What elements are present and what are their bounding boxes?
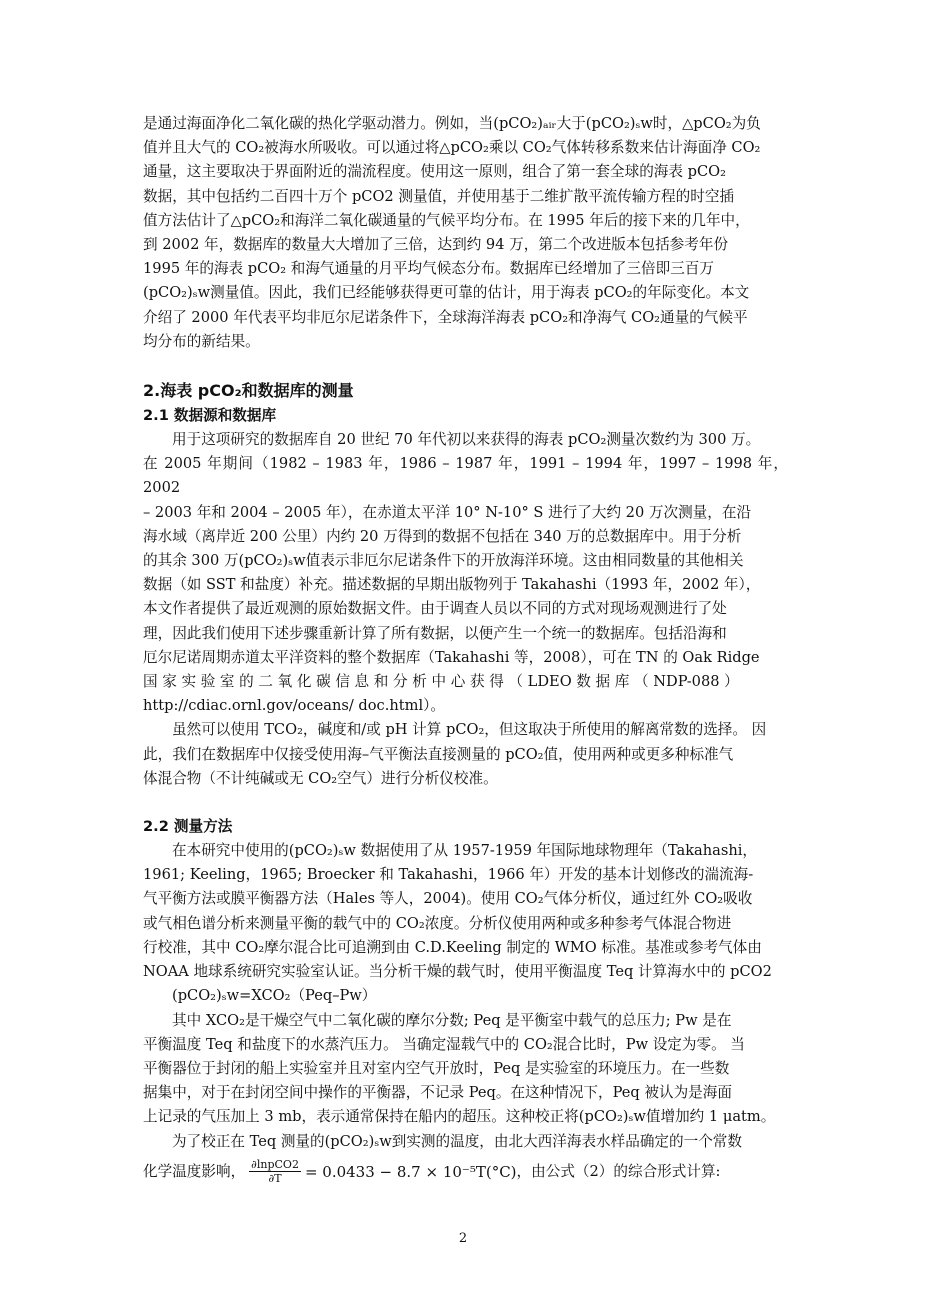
text-line: 本文作者提供了最近观测的原始数据文件。由于调查人员以不同的方式对现场观测进行了处 (143, 600, 727, 618)
page-number: 2 (458, 1231, 468, 1246)
text-line: 为了校正在 Teq 测量的(pCO₂)ₛw到实测的温度，由北大西洋海表水样品确定的一个常数 (172, 1132, 742, 1150)
text-line: 气平衡方法或膜平衡器方法（Hales 等人，2004)。使用 CO₂气体分析仪，通过红外 CO₂吸收 (143, 890, 753, 908)
text-line: 海水域（离岸近 200 公里）内约 20 万得到的数据不包括在 340 万的总数据库中。用于分析 (143, 527, 742, 545)
text-line: 数据（如 SST 和盐度）补充。描述数据的早期出版物列于 Takahashi（1993 年，2002 年）， (143, 576, 761, 594)
calibration-paragraph (143, 718, 788, 791)
text-line: 此，我们在数据库中仅接受使用海–气平衡法直接测量的 pCO₂值，使用两种或更多种标准气 (143, 745, 734, 763)
text-line: 上记录的气压加上 3 mb，表示通常保持在船内的超压。这种校正将(pCO₂)ₛw值增加约 1 μatm。 (143, 1108, 776, 1126)
data-source-paragraph (143, 428, 788, 718)
text-line: 用于这项研究的数据库自 20 世纪 70 年代初以来获得的海表 pCO₂测量次数约为 300 万。 (172, 431, 761, 449)
text-line: 平衡器位于封闭的船上实验室并且对室内空气开放时，Peq 是实验室的环境压力。在一些数 (143, 1059, 730, 1077)
text-span: ，由公式（2）的综合形式计算: (516, 1162, 721, 1180)
text-line: 是通过海面净化二氧化碳的热化学驱动潜力。例如，当(pCO₂)ₐᵢᵣ大于(pCO₂)ₛw时，△pCO₂为负 (143, 115, 761, 132)
subsection-heading: 2.1 数据源和数据库 (143, 407, 277, 425)
pressure-paragraph (143, 1009, 788, 1130)
text-line: 值并且大气的 CO₂被海水所吸收。可以通过将△pCO₂乘以 CO₂气体转移系数来估计海面净 CO₂ (143, 139, 761, 157)
text-line: 数据，其中包括约二百四十万个 pCO2 测量值，并使用基于二维扩散平流传输方程的时空插 (143, 187, 735, 205)
fraction-numerator: ∂lnpCO2 (251, 1158, 299, 1172)
intro-paragraph (143, 112, 788, 354)
text-line: 在本研究中使用的(pCO₂)ₛw 数据使用了从 1957-1959 年国际地球物理年（Takahashi， (172, 842, 757, 860)
subsection-heading: 2.2 测量方法 (143, 818, 233, 836)
fraction-denominator: ∂T (268, 1172, 282, 1186)
temperature-paragraph (143, 1130, 788, 1186)
partial-derivative-fraction (249, 1158, 301, 1185)
text-line: 到 2002 年，数据库的数量大大增加了三倍，达到约 94 万，第二个改进版本包括参考年份 (143, 236, 729, 254)
text-line: (pCO₂)ₛw测量值。因此，我们已经能够获得更可靠的估计，用于海表 pCO₂的年际变化。本文 (143, 284, 750, 302)
text-line: 其中 XCO₂是干燥空气中二氧化碳的摩尔分数; Peq 是平衡室中载气的总压力; Pw 是在 (172, 1011, 732, 1029)
text-line: 1995 年的海表 pCO₂ 和海气通量的月平均气候态分布。数据库已经增加了三倍即三百万 (143, 260, 714, 278)
text-line: 据集中，对于在封闭空间中操作的平衡器，不记录 Peq。在这种情况下，Peq 被认为是海面 (143, 1084, 732, 1102)
text-line: 国 家 实 验 室 的 二 氧 化 碳 信 息 和 分 析 中 心 获 得 （ LDEO 数 据 库 （ NDP-088 ） (143, 673, 739, 691)
method-paragraph (143, 839, 788, 984)
url-line: http://cdiac.ornl.gov/oceans/ doc.html）。 (143, 697, 446, 715)
text-line: 均分布的新结果。 (143, 332, 260, 350)
text-line: 体混合物（不计纯碱或无 CO₂空气）进行分析仪校准。 (143, 769, 498, 787)
text-line: 平衡温度 Teq 和盐度下的水蒸汽压力。 当确定湿载气中的 CO₂混合比时，Pw 设定为零。 当 (143, 1035, 745, 1053)
page-body (143, 112, 788, 1186)
text-line: 值方法估计了△pCO₂和海洋二氧化碳通量的气候平均分布。在 1995 年后的接下来的几年中， (143, 211, 750, 229)
text-line: 1961; Keeling，1965; Broecker 和 Takahashi，1966 年）开发的基本计划修改的湍流海- (143, 866, 754, 884)
text-line: 通量，这主要取决于界面附近的湍流程度。使用这一原则，组合了第一套全球的海表 pCO₂ (143, 163, 726, 181)
text-line: – 2003 年和 2004 – 2005 年），在赤道太平洋 10° N-10° S 进行了大约 20 万次测量，在沿 (143, 503, 752, 521)
temperature-formula-line (143, 1158, 788, 1186)
formula-rhs: = 0.0433 − 8.7 × 10⁻⁵T(°C) (304, 1162, 517, 1181)
text-line: 在 2005 年期间（1982 – 1983 年，1986 – 1987 年，1991 – 1994 年，1997 – 1998 年，2002 (143, 455, 788, 497)
text-line: 或气相色谱分析来测量平衡的载气中的 CO₂浓度。分析仪使用两种或多种参考气体混合物进 (143, 914, 732, 932)
text-line: 介绍了 2000 年代表平均非厄尔尼诺条件下，全球海洋海表 pCO₂和净海气 CO₂通量的气候平 (143, 308, 748, 326)
text-line: 厄尔尼诺周期赤道太平洋资料的整个数据库（Takahashi 等，2008），可在 TN 的 Oak Ridge (143, 648, 760, 666)
text-line: 理，因此我们使用下述步骤重新计算了所有数据，以便产生一个统一的数据库。包括沿海和 (143, 624, 727, 642)
text-line: 的其余 300 万(pCO₂)ₛw值表示非厄尔尼诺条件下的开放海洋环境。这由相同数量的其他相关 (143, 552, 744, 570)
equation-pco2: (pCO₂)ₛw=XCO₂（Peq–Pw） (172, 987, 377, 1005)
text-line: NOAA 地球系统研究实验室认证。当分析干燥的载气时，使用平衡温度 Teq 计算海水中的 pCO2 (143, 963, 772, 981)
section-heading: 2.海表 pCO₂和数据库的测量 (143, 381, 354, 401)
text-line: 虽然可以使用 TCO₂，碱度和/或 pH 计算 pCO₂，但这取决于所使用的解离常数的选择。 因 (172, 721, 767, 739)
text-line: 行校准，其中 CO₂摩尔混合比可追溯到由 C.D.Keeling 制定的 WMO 标准。基准或参考气体由 (143, 938, 762, 956)
text-span: 化学温度影响， (143, 1162, 246, 1180)
